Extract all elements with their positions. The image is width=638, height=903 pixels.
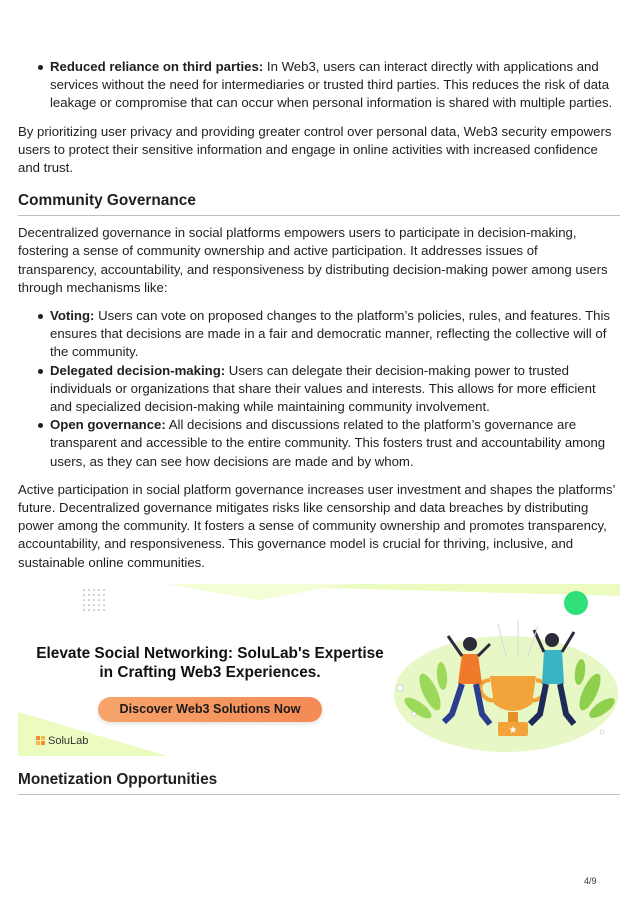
community-closing-paragraph: Active participation in social platform governance increases user investment and shapes the platforms’ future. Decentralized governance mitigates risks like censorship and data breaches by distributing power among the community. It fosters a sense of community ownership and promotes transparency, accountability, and responsiveness. This governance model is crucial for thriving, inclusive, and sustainable online communities. — [18, 481, 615, 570]
list-item-text: All decisions and discussions related to the platform’s governance are transparent and accessible to the entire community. This fosters trust and accountability among users, as they can see how decisions are made and by whom. — [50, 417, 606, 469]
list-item-term: Open governance: — [50, 417, 166, 433]
section-heading-monetization-opportunities: Monetization Opportunities — [18, 770, 620, 795]
list-item-term: Delegated decision-making: — [50, 362, 226, 378]
list-item — [50, 362, 620, 417]
promo-banner[interactable] — [18, 584, 620, 756]
banner-headline-line1: Elevate Social Networking: SoluLab's Expertise — [36, 644, 384, 662]
list-item-text: Users can delegate their decision-making power to trusted individuals or organizations that share their values and interests. This allows for more efficient and specialized decision-making while maintaining community involvement. — [50, 362, 596, 415]
list-item-text: In Web3, users can interact directly with applications and services without the need for intermediaries or trusted third parties. This reduces the risk of data leakage or compromise that can occur when personal information is shared with multiple parties. — [50, 59, 613, 111]
svg-text:★: ★ — [508, 724, 518, 736]
list-item-term: Voting: — [50, 308, 95, 324]
page-number: 4/9 — [584, 876, 597, 886]
banner-headline — [18, 644, 402, 682]
section-heading-community-governance: Community Governance — [18, 191, 620, 216]
banner-headline-line2: in Crafting Web3 Experiences. — [99, 663, 321, 681]
document-body — [18, 58, 620, 795]
privacy-benefits-list — [18, 58, 620, 113]
governance-mechanisms-list — [18, 307, 620, 471]
list-item — [50, 416, 620, 471]
community-intro-paragraph: Decentralized governance in social platforms empowers users to participate in decision-making, fostering a sense of community ownership and active participation. It addresses issues of transparency, accountability, and responsiveness by distributing decision-making power among users through mechanisms like: — [18, 225, 608, 295]
solulab-logo[interactable] — [36, 735, 88, 747]
privacy-paragraph: By prioritizing user privacy and providing greater control over personal data, Web3 security empowers users to protect their sensitive information and engage in online activities with increased confidence and trust. — [18, 123, 612, 176]
list-item-text: Users can vote on proposed changes to the platform’s policies, rules, and features. This ensures that decisions are made in a fair and democratic manner, reflecting the collective will of the community. — [50, 308, 611, 360]
list-item-term: Reduced reliance on third parties: — [50, 59, 264, 74]
list-item — [50, 307, 620, 362]
brand-name: SoluLab — [48, 734, 89, 747]
trophy-celebration-illustration — [378, 584, 620, 756]
dot-grid-decoration — [82, 588, 112, 614]
discover-web3-solutions-button[interactable]: Discover Web3 Solutions Now — [98, 697, 322, 722]
list-item — [50, 58, 620, 113]
solulab-logo-mark-icon — [36, 736, 45, 745]
